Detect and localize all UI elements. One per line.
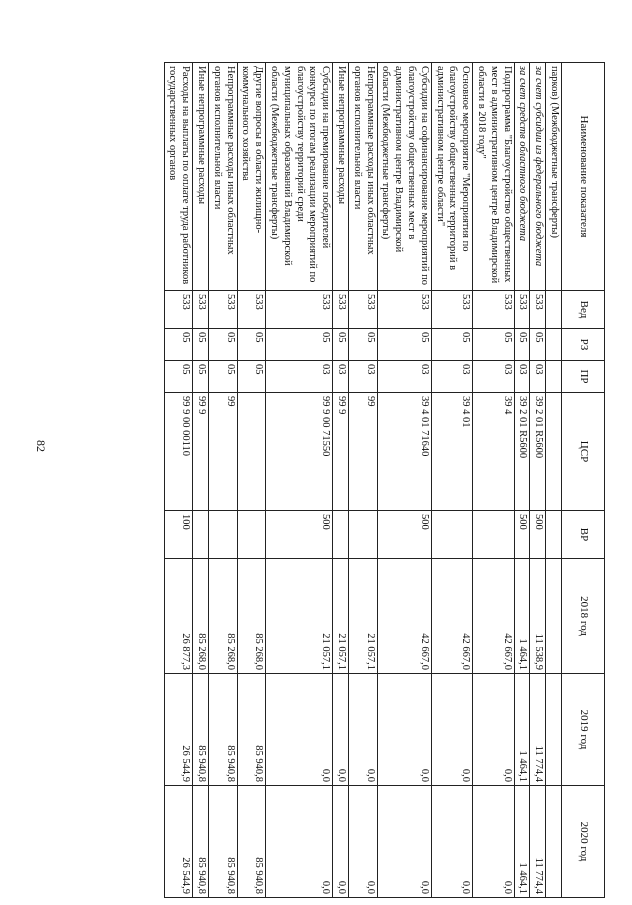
cell-rz: 05 <box>333 329 349 361</box>
cell-2018: 42 667,0 <box>377 559 431 674</box>
cell-2019: 85 940,8 <box>237 674 266 786</box>
cell-vr <box>546 511 562 559</box>
table-row <box>164 63 193 898</box>
cell-csr: 99 9 <box>193 393 209 511</box>
table-row <box>546 63 562 898</box>
cell-2019: 85 940,8 <box>209 674 238 786</box>
cell-rz: 05 <box>164 329 193 361</box>
cell-rz: 05 <box>431 329 472 361</box>
table-header-row <box>562 63 605 898</box>
cell-ved: 533 <box>431 291 472 329</box>
cell-2020: 85 940,8 <box>209 786 238 898</box>
cell-2019: 0,0 <box>377 674 431 786</box>
cell-vr <box>349 511 378 559</box>
cell-ved: 533 <box>473 291 514 329</box>
cell-vr <box>473 511 514 559</box>
cell-name: за счет средств областного бюджета <box>514 63 530 291</box>
cell-2019: 1 464,1 <box>514 674 530 786</box>
cell-name: Расходы на выплаты по оплате труда работников государственных органов <box>164 63 193 291</box>
cell-2020: 1 464,1 <box>514 786 530 898</box>
cell-csr: 99 9 00 71550 <box>266 393 333 511</box>
cell-pr: 03 <box>473 361 514 393</box>
cell-2020: 0,0 <box>266 786 333 898</box>
table-row <box>349 63 378 898</box>
cell-2018: 42 667,0 <box>473 559 514 674</box>
cell-name: парков) (Межбюджетные трансферты) <box>546 63 562 291</box>
cell-rz: 05 <box>266 329 333 361</box>
cell-2020: 0,0 <box>349 786 378 898</box>
cell-csr <box>546 393 562 511</box>
budget-table <box>164 62 605 898</box>
cell-rz: 05 <box>209 329 238 361</box>
header-name: Наименование показателя <box>562 63 605 291</box>
cell-2018: 26 877,3 <box>164 559 193 674</box>
header-rz: РЗ <box>562 329 605 361</box>
budget-sheet <box>125 62 605 897</box>
cell-ved: 533 <box>266 291 333 329</box>
header-csr: ЦСР <box>562 393 605 511</box>
cell-vr <box>193 511 209 559</box>
cell-pr <box>546 361 562 393</box>
cell-csr <box>237 393 266 511</box>
table-body <box>164 63 561 898</box>
cell-2020: 11 774,4 <box>530 786 546 898</box>
cell-ved: 533 <box>164 291 193 329</box>
cell-rz: 05 <box>349 329 378 361</box>
cell-2020: 0,0 <box>473 786 514 898</box>
cell-2018 <box>546 559 562 674</box>
cell-vr: 100 <box>164 511 193 559</box>
cell-pr: 05 <box>164 361 193 393</box>
table-row <box>514 63 530 898</box>
cell-2018: 11 538,9 <box>530 559 546 674</box>
cell-vr: 500 <box>530 511 546 559</box>
cell-2018: 85 268,0 <box>193 559 209 674</box>
cell-vr: 500 <box>266 511 333 559</box>
cell-2019: 0,0 <box>266 674 333 786</box>
page-number: 82 <box>34 440 48 452</box>
cell-2020: 85 940,8 <box>237 786 266 898</box>
cell-csr: 99 9 00 00110 <box>164 393 193 511</box>
cell-pr: 05 <box>193 361 209 393</box>
cell-csr: 39 4 01 71640 <box>377 393 431 511</box>
cell-2019: 26 544,9 <box>164 674 193 786</box>
cell-rz: 05 <box>530 329 546 361</box>
header-pr: ПР <box>562 361 605 393</box>
cell-pr: 05 <box>237 361 266 393</box>
header-2019: 2019 год <box>562 674 605 786</box>
cell-ved: 533 <box>514 291 530 329</box>
cell-pr: 05 <box>209 361 238 393</box>
cell-vr: 500 <box>514 511 530 559</box>
cell-pr: 03 <box>349 361 378 393</box>
cell-2019: 85 940,8 <box>193 674 209 786</box>
cell-vr <box>209 511 238 559</box>
cell-name: Непрограммные расходы иных областных органов исполнительной власти <box>209 63 238 291</box>
table-row <box>193 63 209 898</box>
cell-name: Субсидии на софинансирование мероприятий по благоустройству общественных мест в административном центре Владимирской области (Межбюджетные трансферты) <box>377 63 431 291</box>
table-row <box>530 63 546 898</box>
cell-ved: 533 <box>209 291 238 329</box>
cell-csr: 39 4 01 <box>431 393 472 511</box>
cell-csr: 39 2 01 R5600 <box>530 393 546 511</box>
cell-name: за счет субсидии из федерального бюджета <box>530 63 546 291</box>
cell-2020: 26 544,9 <box>164 786 193 898</box>
header-ved: Вед <box>562 291 605 329</box>
cell-name: Другие вопросы в области жилищно-коммунального хозяйства <box>237 63 266 291</box>
header-vr: ВР <box>562 511 605 559</box>
table-row <box>377 63 431 898</box>
cell-2019: 0,0 <box>349 674 378 786</box>
cell-vr <box>237 511 266 559</box>
cell-vr <box>431 511 472 559</box>
cell-vr: 500 <box>377 511 431 559</box>
cell-2019: 0,0 <box>333 674 349 786</box>
cell-name: Иные непрограммные расходы <box>193 63 209 291</box>
cell-csr: 99 <box>349 393 378 511</box>
cell-2018: 21 057,1 <box>349 559 378 674</box>
header-2020: 2020 год <box>562 786 605 898</box>
cell-name: Субсидии на премирование победителей конкурса по итогам реализации мероприятий по благоустройству территорий среди муниципальных образований Владимирской области (Межбюджетные трансферты) <box>266 63 333 291</box>
cell-ved: 533 <box>193 291 209 329</box>
cell-rz: 05 <box>514 329 530 361</box>
cell-csr: 39 4 <box>473 393 514 511</box>
cell-pr: 03 <box>266 361 333 393</box>
cell-2018: 85 268,0 <box>237 559 266 674</box>
cell-2018: 21 057,1 <box>266 559 333 674</box>
cell-2019: 0,0 <box>473 674 514 786</box>
cell-2018: 42 667,0 <box>431 559 472 674</box>
cell-csr: 99 <box>209 393 238 511</box>
cell-ved: 533 <box>377 291 431 329</box>
cell-name: Подпрограмма "Благоустройство общественных мест в административном центре Владимирской области в 2018 году" <box>473 63 514 291</box>
cell-ved: 533 <box>530 291 546 329</box>
cell-name: Иные непрограммные расходы <box>333 63 349 291</box>
cell-ved: 533 <box>349 291 378 329</box>
cell-pr: 03 <box>530 361 546 393</box>
cell-2020 <box>546 786 562 898</box>
cell-ved: 533 <box>237 291 266 329</box>
cell-rz: 05 <box>473 329 514 361</box>
cell-vr <box>333 511 349 559</box>
cell-2020: 0,0 <box>377 786 431 898</box>
cell-pr: 03 <box>377 361 431 393</box>
cell-csr: 99 9 <box>333 393 349 511</box>
cell-2018: 1 464,1 <box>514 559 530 674</box>
cell-rz: 05 <box>193 329 209 361</box>
cell-2020: 0,0 <box>333 786 349 898</box>
table-row <box>473 63 514 898</box>
cell-name: Основное мероприятие "Мероприятия по благоустройству общественных территорий в административном центре области" <box>431 63 472 291</box>
cell-2020: 0,0 <box>431 786 472 898</box>
table-row <box>333 63 349 898</box>
cell-ved <box>546 291 562 329</box>
cell-2019: 0,0 <box>431 674 472 786</box>
cell-2018: 21 057,1 <box>333 559 349 674</box>
cell-name: Непрограммные расходы иных областных органов исполнительной власти <box>349 63 378 291</box>
cell-ved: 533 <box>333 291 349 329</box>
cell-rz: 05 <box>377 329 431 361</box>
header-2018: 2018 год <box>562 559 605 674</box>
cell-rz <box>546 329 562 361</box>
table-row <box>209 63 238 898</box>
cell-2019 <box>546 674 562 786</box>
cell-2020: 85 940,8 <box>193 786 209 898</box>
cell-rz: 05 <box>237 329 266 361</box>
cell-csr: 39 2 01 R5600 <box>514 393 530 511</box>
table-row <box>431 63 472 898</box>
table-row <box>237 63 266 898</box>
table-row <box>266 63 333 898</box>
cell-pr: 03 <box>333 361 349 393</box>
cell-2019: 11 774,4 <box>530 674 546 786</box>
cell-pr: 03 <box>431 361 472 393</box>
cell-2018: 85 268,0 <box>209 559 238 674</box>
cell-pr: 03 <box>514 361 530 393</box>
